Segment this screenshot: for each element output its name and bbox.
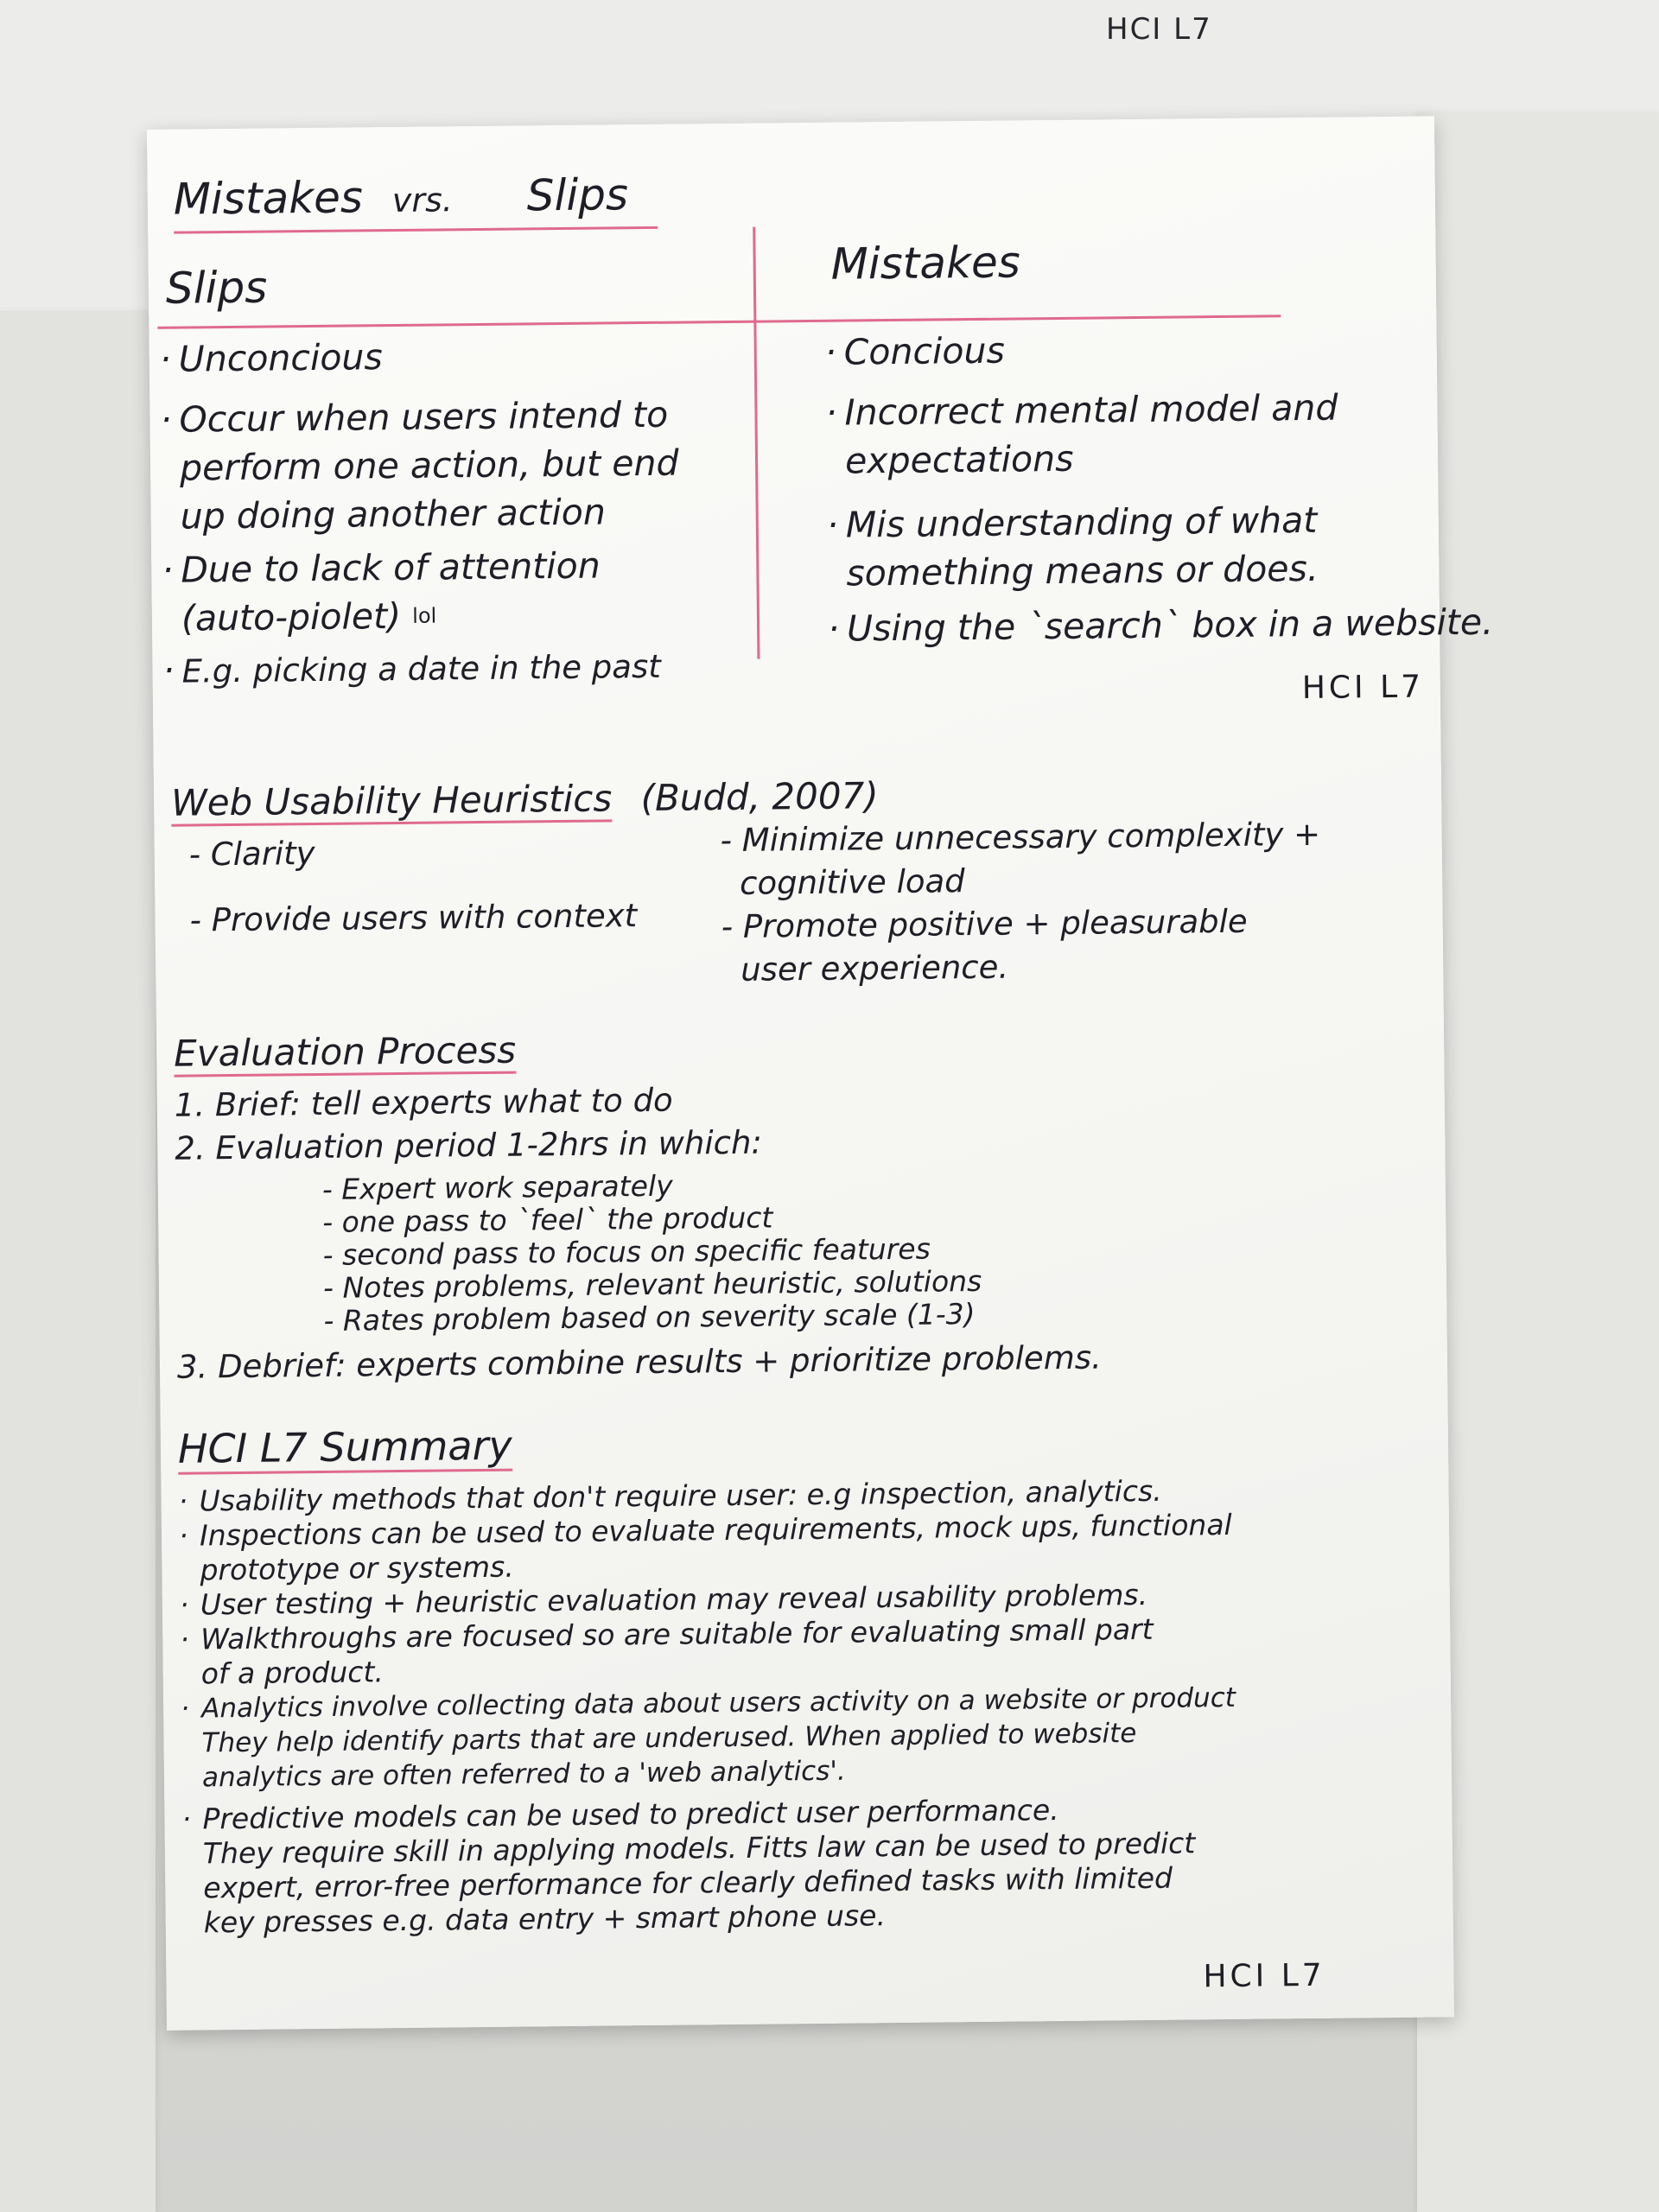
substep-item: - Rates problem based on severity scale (1-3) [323, 1297, 976, 1338]
list-item: · Walkthroughs are focused so are suitable for evaluating small part of a product. [180, 1611, 1154, 1691]
list-item: - Clarity [188, 835, 315, 874]
section-title-mistakes-vs-slips [174, 169, 629, 225]
heuristics-title [171, 774, 879, 824]
evaluation-title: Evaluation Process [174, 1029, 516, 1077]
list-item: · Incorrect mental model and expectations [825, 386, 1338, 482]
list-item-continuation: cognitive load [739, 862, 965, 902]
heuristics-citation: (Budd, 2007) [640, 774, 879, 820]
section-code-label: HCI L7 [1301, 669, 1425, 707]
summary-title [178, 1422, 512, 1472]
list-item: · Inspections can be used to evaluate requirements, mock ups, functional prototype or systems. [178, 1507, 1232, 1587]
step-item: 3. Debrief: experts combine results + prioritize problems. [176, 1338, 1102, 1386]
list-item: · Predictive models can be used to predict user performance. They require skill in applying models. Fitts law can be used to predict expert, error-free performance for clearly defined tasks with limited key presses e.g. data entry + smart phone use. [181, 1793, 1196, 1940]
substep-item: - one pass to `feel` the product [322, 1200, 773, 1239]
substep-item: - second pass to focus on specific features [322, 1231, 931, 1272]
background-sheet-left [0, 311, 156, 2212]
mistakes-list [824, 321, 1493, 653]
list-item: · E.g. picking a date in the past [162, 647, 661, 691]
list-item: · Analytics involve collecting data about users activity on a website or product They help identify parts that are underused. When applied to website analytics are often referred to a 'web analytics'. [180, 1681, 1236, 1794]
heuristics-left-list [189, 829, 638, 942]
list-item: · User testing + heuristic evaluation may reveal usability problems. [179, 1577, 1148, 1622]
step-item: 2. Evaluation period 1-2hrs in which: [175, 1123, 763, 1167]
list-item: · Concious [824, 329, 1006, 373]
list-item: - Promote positive + pleasurable [721, 902, 1248, 946]
table-column-divider [753, 227, 760, 659]
heuristics-title-text: Web Usability Heuristics [171, 777, 613, 826]
list-item: · Occur when users intend to perform one action, but end up doing another action [160, 393, 679, 537]
slips-column-heading: Slips [165, 262, 268, 314]
title-vrs-word: vrs. [391, 181, 454, 220]
list-item: · Due to lack of attention (auto-piolet) $^{lol}$ [162, 544, 601, 639]
corner-code-label: HCI L7 [1106, 12, 1212, 47]
title-slips-word: Slips [526, 169, 629, 221]
title-mistakes-word: Mistakes [173, 172, 364, 225]
mistakes-column-heading: Mistakes [830, 237, 1021, 289]
list-item: · Usability methods that don't require user: e.g inspection, analytics. [178, 1473, 1162, 1518]
list-item: · Unconcious [159, 336, 384, 380]
title-underline [174, 226, 658, 234]
step-item: 1. Brief: tell experts what to do [174, 1081, 673, 1124]
substep-item: - Notes problems, relevant heuristic, solutions [322, 1263, 982, 1305]
list-item: - Minimize unnecessary complexity + [720, 815, 1321, 860]
substep-item: - Expert work separately [321, 1168, 673, 1206]
evaluation-steps [175, 1078, 763, 1171]
slips-list [159, 330, 681, 696]
summary-title-text: HCI L7 Summary [178, 1422, 512, 1475]
lol-note: lol [412, 603, 437, 628]
evaluation-substeps [322, 1166, 982, 1338]
summary-list [178, 1473, 1237, 1941]
list-item-continuation: user experience. [740, 948, 1009, 988]
heuristics-right-list [720, 813, 1322, 992]
notes-page [147, 116, 1494, 2030]
list-item: · Using the `search` box in a website. [827, 601, 1494, 650]
summary-code-label: HCI L7 [1203, 1957, 1325, 1995]
list-item: · Mis understanding of what something means or does. [826, 499, 1319, 594]
list-item: - Provide users with context [189, 897, 638, 939]
